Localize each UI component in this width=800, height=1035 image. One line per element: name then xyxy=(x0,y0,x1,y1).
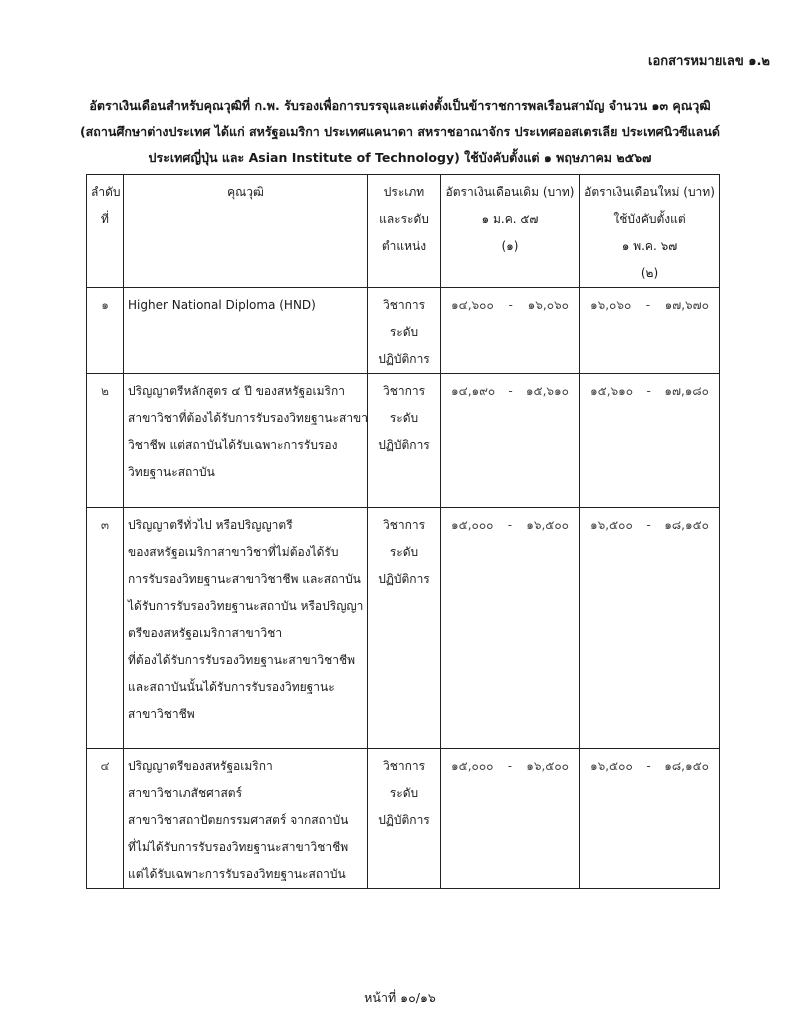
position-type-cell xyxy=(368,749,441,889)
old-rate-cell xyxy=(441,508,580,749)
new-rate-cell xyxy=(580,374,720,508)
qualification-cell xyxy=(124,749,368,889)
position-type-cell xyxy=(368,288,441,374)
old-rate-cell xyxy=(441,749,580,889)
old-rate-max: ๑๖,๕๐๐ xyxy=(526,518,569,532)
qualification-line: ตรีของสหรัฐอเมริกาสาขาวิชา xyxy=(128,626,283,640)
header-no-line: ลำดับ xyxy=(91,185,121,199)
qualification-line: และสถาบันนั้นได้รับการรับรองวิทยฐานะ xyxy=(128,680,335,694)
table-row xyxy=(87,288,720,374)
new-rate-min: ๑๖,๕๐๐ xyxy=(590,759,633,773)
new-rate-max: ๑๘,๑๕๐ xyxy=(664,518,709,532)
qualification-cell xyxy=(124,374,368,508)
old-rate-cell xyxy=(441,374,580,508)
row-number: ๒ xyxy=(87,374,124,508)
old-rate-min: ๑๕,๐๐๐ xyxy=(451,518,494,532)
row-number: ๓ xyxy=(87,508,124,749)
old-rate-max: ๑๖,๕๐๐ xyxy=(526,759,569,773)
qualification-line: ที่ต้องได้รับการรับรองวิทยฐานะสาขาวิชาชีพ xyxy=(128,653,356,667)
table-header-row xyxy=(87,175,720,288)
qualification-line: แต่ได้รับเฉพาะการรับรองวิทยฐานะสถาบัน xyxy=(128,867,346,881)
qualification-line: ปริญญาตรีทั่วไป หรือปริญญาตรี xyxy=(128,518,293,532)
qualification-line: ปริญญาตรีของสหรัฐอเมริกา xyxy=(128,759,273,773)
header-type-line: ประเภท xyxy=(383,185,425,199)
qualification-cell xyxy=(124,508,368,749)
qualification-cell xyxy=(124,288,368,374)
header-old-rate-line: ๑ ม.ค. ๕๗ xyxy=(481,212,539,226)
new-rate-min: ๑๕,๖๑๐ xyxy=(590,384,634,398)
row-number: ๔ xyxy=(87,749,124,889)
qualification-line: ของสหรัฐอเมริกาสาขาวิชาที่ไม่ต้องได้รับ xyxy=(128,545,339,559)
header-type xyxy=(368,175,441,288)
range-separator: - xyxy=(508,298,513,312)
old-rate-min: ๑๕,๐๐๐ xyxy=(451,759,494,773)
header-type-line: ตำแหน่ง xyxy=(381,239,427,253)
header-new-rate-line: (๒) xyxy=(640,266,659,280)
qualification-line: ปริญญาตรีหลักสูตร ๔ ปี ของสหรัฐอเมริกา xyxy=(128,384,345,398)
table-row xyxy=(87,749,720,889)
position-type-line: วิชาการ xyxy=(382,384,426,398)
header-old-rate-line: อัตราเงินเดือนเดิม (บาท) xyxy=(445,185,575,199)
qualification-line: ที่ไม่ได้รับการรับรองวิทยฐานะสาขาวิชาชีพ xyxy=(128,840,349,854)
header-new-rate-line: ใช้บังคับตั้งแต่ xyxy=(613,212,686,226)
old-rate-min: ๑๔,๑๙๐ xyxy=(451,384,496,398)
table-row xyxy=(87,508,720,749)
header-no-line: ที่ xyxy=(101,212,109,226)
qualification-line: วิชาชีพ แต่สถาบันได้รับเฉพาะการรับรอง xyxy=(128,438,338,452)
position-type-cell xyxy=(368,508,441,749)
range-separator: - xyxy=(645,298,651,312)
position-type-line: วิชาการ xyxy=(382,298,426,312)
range-separator: - xyxy=(508,384,513,398)
position-type-line: วิชาการ xyxy=(382,518,426,532)
heading-line: (สถานศึกษาต่างประเทศ ได้แก่ สหรัฐอเมริกา ประเทศแคนาดา สหราชอาณาจักร ประเทศออสเตรเลีย ประเทศนิวซีแลนด์ xyxy=(79,124,721,139)
qualification-line: สาขาวิชาชีพ xyxy=(128,707,195,721)
heading-line: อัตราเงินเดือนสำหรับคุณวุฒิที่ ก.พ. รับรองเพื่อการบรรจุและแต่งตั้งเป็นข้าราชการพลเรือนสามัญ จำนวน ๑๓ คุณวุฒิ xyxy=(89,98,711,113)
new-rate-max: ๑๗,๖๗๐ xyxy=(664,298,709,312)
header-old-rate-line: (๑) xyxy=(501,239,519,253)
range-separator: - xyxy=(646,518,651,532)
header-qualification: คุณวุฒิ xyxy=(124,175,368,288)
range-separator: - xyxy=(646,384,651,398)
qualification-line: Higher National Diploma (HND) xyxy=(128,298,316,312)
header-new-rate xyxy=(580,175,720,288)
old-rate-max: ๑๕,๖๑๐ xyxy=(525,384,569,398)
document-number: เอกสารหมายเลข ๑.๒ xyxy=(648,54,770,69)
salary-rate-table xyxy=(86,174,720,889)
new-rate-max: ๑๘,๑๕๐ xyxy=(664,759,709,773)
row-number: ๑ xyxy=(87,288,124,374)
new-rate-cell xyxy=(580,749,720,889)
header-old-rate xyxy=(441,175,580,288)
new-rate-max: ๑๗,๑๘๐ xyxy=(664,384,709,398)
header-new-rate-line: อัตราเงินเดือนใหม่ (บาท) xyxy=(584,185,715,199)
document-heading xyxy=(0,93,800,171)
qualification-line: สาขาวิชาที่ต้องได้รับการรับรองวิทยฐานะสาขา xyxy=(128,411,368,425)
qualification-line: วิทยฐานะสถาบัน xyxy=(128,465,215,479)
new-rate-min: ๑๖,๐๖๐ xyxy=(590,298,632,312)
header-type-line: และระดับ xyxy=(379,212,429,226)
position-type-line: ปฏิบัติการ xyxy=(378,813,430,827)
table-row xyxy=(87,374,720,508)
old-rate-min: ๑๔,๖๐๐ xyxy=(451,298,494,312)
range-separator: - xyxy=(507,518,513,532)
position-type-line: ระดับ xyxy=(389,786,419,800)
old-rate-cell xyxy=(441,288,580,374)
qualification-line: สาขาวิชาสถาปัตยกรรมศาสตร์ จากสถาบัน xyxy=(128,813,349,827)
range-separator: - xyxy=(507,759,513,773)
page-number: หน้าที่ ๑๐/๑๖ xyxy=(364,990,436,1005)
qualification-line: ได้รับการรับรองวิทยฐานะสถาบัน หรือปริญญา xyxy=(128,599,364,613)
heading-line: ประเทศญี่ปุ่น และ Asian Institute of Technology) ใช้บังคับตั้งแต่ ๑ พฤษภาคม ๒๕๖๗ xyxy=(148,150,652,165)
qualification-line: การรับรองวิทยฐานะสาขาวิชาชีพ และสถาบัน xyxy=(128,572,361,586)
position-type-line: ระดับ xyxy=(389,411,419,425)
position-type-line: วิชาการ xyxy=(382,759,426,773)
position-type-cell xyxy=(368,374,441,508)
position-type-line: ปฏิบัติการ xyxy=(378,438,430,452)
header-no xyxy=(87,175,124,288)
position-type-line: ระดับ xyxy=(389,545,419,559)
position-type-line: ระดับ xyxy=(389,325,419,339)
new-rate-cell xyxy=(580,288,720,374)
position-type-line: ปฏิบัติการ xyxy=(378,352,430,366)
new-rate-cell xyxy=(580,508,720,749)
old-rate-max: ๑๖,๐๖๐ xyxy=(527,298,569,312)
new-rate-min: ๑๖,๕๐๐ xyxy=(590,518,633,532)
range-separator: - xyxy=(646,759,651,773)
position-type-line: ปฏิบัติการ xyxy=(378,572,430,586)
qualification-line: สาขาวิชาเภสัชศาสตร์ xyxy=(128,786,243,800)
header-new-rate-line: ๑ พ.ค. ๖๗ xyxy=(621,239,678,253)
